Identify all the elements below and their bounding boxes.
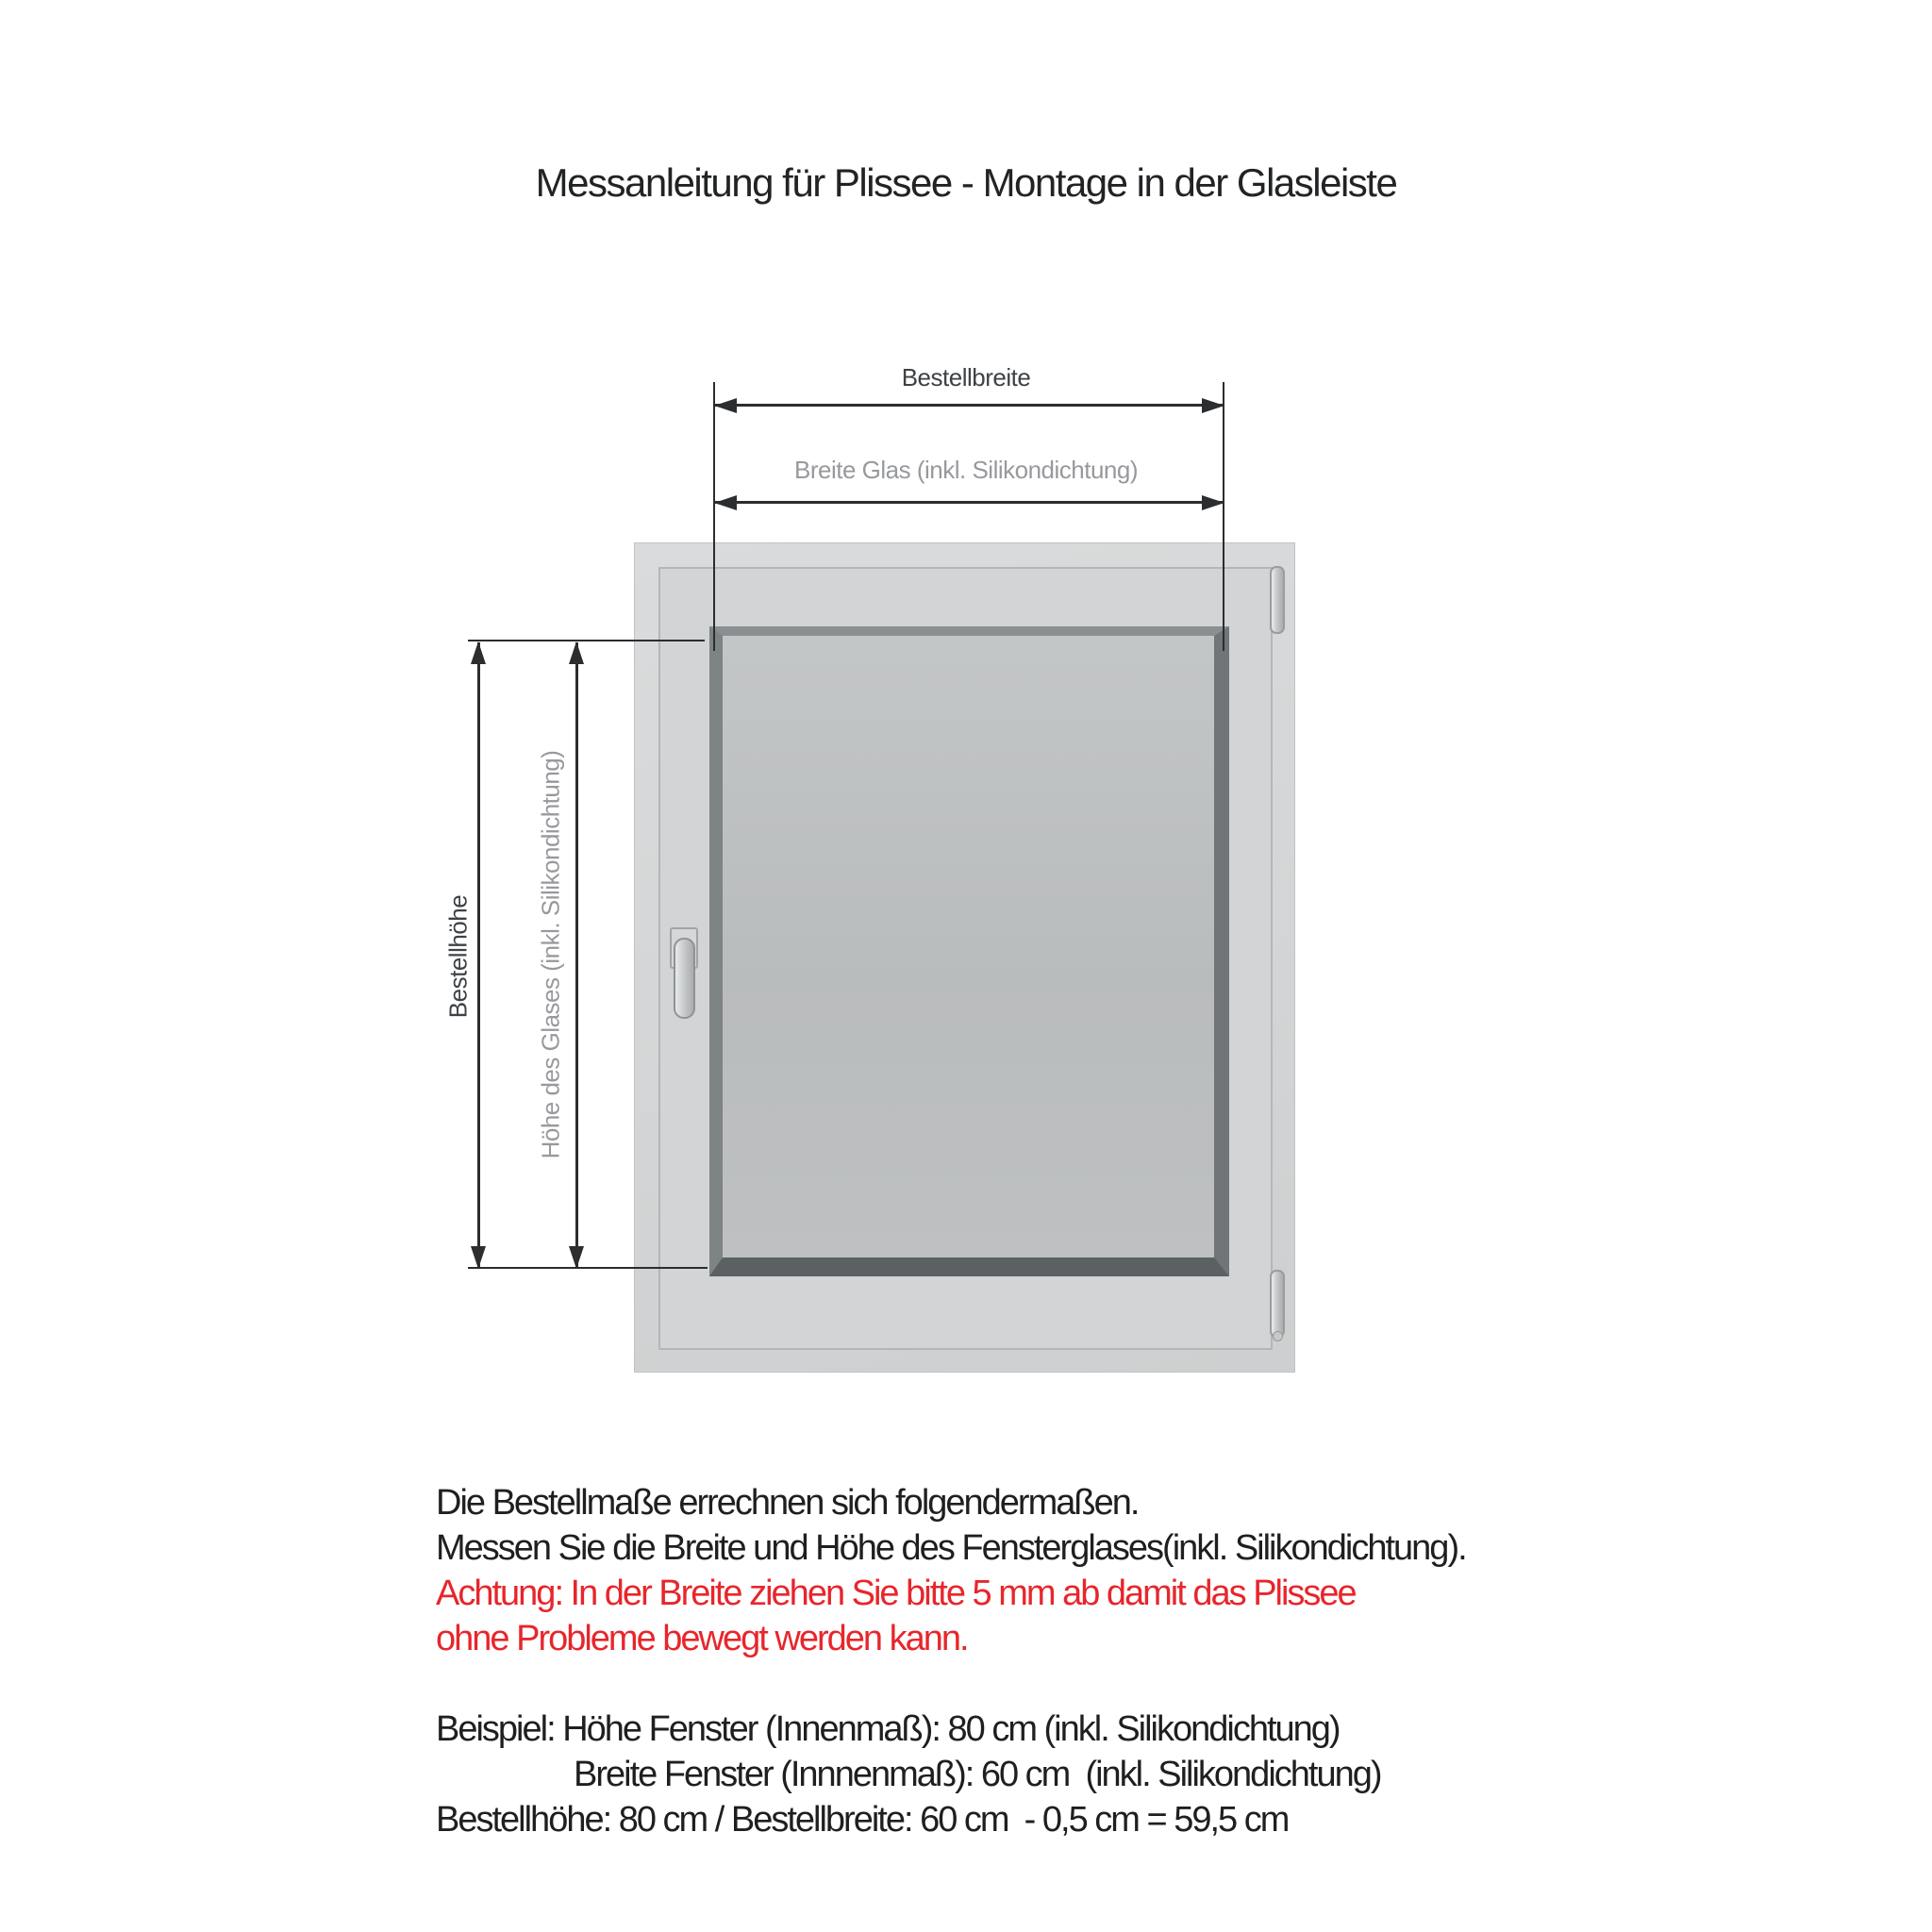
arrowhead-up-icon [471,641,486,664]
arrowhead-down-icon [569,1246,584,1269]
arrowhead-left-icon [714,495,737,510]
extension-line-top [468,640,705,641]
arrowhead-right-icon [1202,398,1224,413]
example-line-1: Beispiel: Höhe Fenster (Innenmaß): 80 cm (inkl. Silikondichtung) [436,1709,1340,1749]
window-hinge-top [1270,566,1285,634]
arrowhead-right-icon [1202,495,1224,510]
warning-line-1: Achtung: In der Breite ziehen Sie bitte 5 mm ab damit das Plissee [436,1574,1356,1613]
glass-height-dimension-line [575,642,578,1268]
arrowhead-down-icon [471,1246,486,1269]
example-line-2: Breite Fenster (Innnenmaß): 60 cm (inkl. Silikondichtung) [574,1755,1381,1794]
instruction-line-2: Messen Sie die Breite und Höhe des Fensterglases(inkl. Silikondichtung). [436,1528,1466,1568]
order-width-label: Bestellbreite [901,363,1031,391]
arrowhead-left-icon [714,398,737,413]
extension-line-left [713,382,715,651]
page-title: Messanleitung für Plissee - Montage in der Glasleiste [535,160,1397,205]
window-handle-grip [674,938,695,1019]
glass-width-label: Breite Glas (inkl. Silikondichtung) [794,456,1138,484]
glass-height-label: Höhe des Glases (inkl. Silikondichtung) [536,750,565,1159]
order-height-label: Bestellhöhe [443,894,473,1019]
order-height-dimension-line [477,642,480,1268]
window-hinge-bottom [1270,1270,1285,1338]
glass-width-dimension-line [715,501,1224,504]
extension-line-right [1223,382,1224,651]
warning-line-2: ohne Probleme bewegt werden kann. [436,1619,968,1658]
window-glass-with-bead [709,626,1229,1276]
arrowhead-up-icon [569,641,584,664]
order-width-dimension-line [715,404,1224,407]
extension-line-bottom [468,1267,708,1269]
instruction-line-1: Die Bestellmaße errechnen sich folgendermaßen. [436,1483,1139,1523]
window-hinge-knob [1273,1331,1283,1341]
example-line-3: Bestellhöhe: 80 cm / Bestellbreite: 60 cm - 0,5 cm = 59,5 cm [436,1800,1289,1840]
